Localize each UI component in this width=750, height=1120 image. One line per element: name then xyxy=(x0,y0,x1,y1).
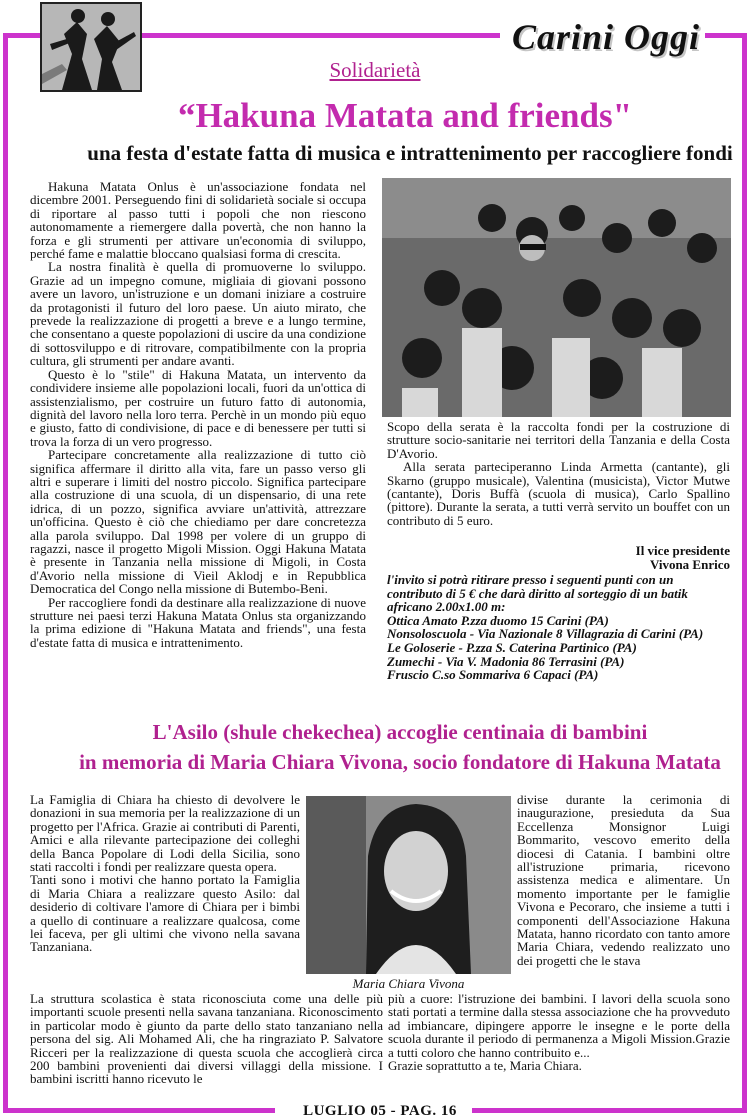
article-paragraph: Questo è lo "stile" di Hakuna Matata, un intervento da condividere insieme alle popolazioni locali, fuori da un'ottica di assistenzialismo, per costruire un futuro fatto di autonomia, dignità del lavoro nella loro terra. Perchè in un mondo più equo e giusto, fatto di condivisione, di pace e di benessere per tutti si trova la forza di un vero progresso. xyxy=(30,366,366,449)
article-paragraph: Per raccogliere fondi da destinare alla realizzazione di nuove strutture nei paesi terzi Hakuna Matata Onlus sta organizzando la prima edizione di "Hakuna Matata and friends", una festa d'estate fatta di musica e intrattenimento. xyxy=(30,594,366,650)
page-footer: LUGLIO 05 - PAG. 16 xyxy=(303,1103,457,1119)
article2-bottom-right xyxy=(388,992,730,1072)
headline2-line2: in memoria di Maria Chiara Vivona, socio fondatore di Hakuna Matata xyxy=(79,750,721,774)
article-paragraph: più a cuore: l'istruzione dei bambini. I lavori della scuola sono stati portati a termine dalla stessa associazione che ha provveduto ad imbiancare, dipingere apporre le insegne e le porte della scuola durante il periodo di permanenza a Migoli Mission.Grazie a tutti coloro che hanno contribuito e... xyxy=(388,991,730,1060)
article2-left-column xyxy=(30,793,300,954)
children-group-photo xyxy=(382,178,731,417)
article2-right-column xyxy=(517,793,730,967)
photo-caption: Maria Chiara Vivona xyxy=(352,976,465,991)
signature xyxy=(560,544,730,572)
article-paragraph: Partecipare concretamente alla realizzazione di tutto ciò significa affermare il diritto alla vita, fare un passo verso gli altri e superare i limiti del nostro piccolo. Significa partecipare alla costruzione di una scuola, di un dispensario, di una rete idrica, di un pozzo, significa avviare un'attività, attrezzare un'officina. Questo è ciò che chiediamo per dare concretezza alla parola sviluppo. Dal 1998 per volere di un gruppo di ragazzi, nasce il progetto Migoli Mission. Oggi Hakuna Matata è presente in Tanzania nella missione di Migoli, in Costa d'Avorio nella missione di Vieil Aklodj e in Repubblica Democratica del Congo nella missione di Butembo-Beni. xyxy=(30,447,366,597)
headline: “Hakuna Matata and friends" xyxy=(177,96,633,135)
invite-point: Zumechi - Via V. Madonia 86 Terrasini (PA) xyxy=(387,653,625,669)
headline2-line1: L'Asilo (shule chekechea) accoglie centinaia di bambini xyxy=(152,720,648,744)
invite-box xyxy=(387,573,730,682)
frame-right-border xyxy=(742,33,747,1113)
article-paragraph: divise durante la cerimonia di inaugurazione, presieduta da Sua Eccellenza Monsignor Luigi Bommarito, vescovo emerito della diocesi di Catania. I bambini oltre all'istruzione primaria, ricevono assistenza medica e alimentare. Un momento importante per le famiglie Vivona e Pecoraro, che insieme a tutti i componenti dell'Associazione Hakuna Matata, hanno ricordato con tanto amore Maria Chiara, vedendo realizzato uno dei progetti che le stava xyxy=(517,792,730,968)
masthead-title: Carini Oggi xyxy=(512,17,701,57)
article-paragraph: La struttura scolastica è stata riconosciuta come una delle più importanti scuole presenti nella savana tanzaniana. Riconoscimento in particolar modo è giunto da parte dello stato tanzaniano nella persona del sig. Ali Mohamed Ali, che ha ringraziato P. Salvatore Ricceri per la realizzazione di questa scuola che accoglierà circa 200 bambini provenienti dai diversi villaggi della missione. I bambini iscritti hanno ricevuto le xyxy=(30,991,383,1087)
article-paragraph: La nostra finalità è quella di promuoverne lo sviluppo. Grazie ad un impegno comune, migliaia di giovani possono avere un lavoro, un'istruzione e un domani iniziare a costruire da protagonisti il futuro del loro paese. Un aiuto mirato, che prevede la realizzazione di progetti a breve e a lungo termine, che consentano a queste popolazioni di uscire da una condizione di sottosviluppo e di ritrovare, compatibilmente con la propria cultura, gli strumenti per andare avanti. xyxy=(30,259,366,369)
subheadline: una festa d'estate fatta di musica e intrattenimento per raccogliere fondi xyxy=(87,141,733,165)
frame-bottom-border-right xyxy=(472,1108,747,1113)
article-paragraph: Tanti sono i motivi che hanno portato la Famiglia di Maria Chiara a realizzare questo Asilo: dal desiderio di coltivare l'amore di Chiara per i bimbi a quello di continuare a realizzare qualcosa, come lei faceva, per gli ultimi che vivono nella savana Tanzaniana. xyxy=(30,872,300,955)
frame-left-border xyxy=(3,33,8,1113)
section-label: Solidarietà xyxy=(329,58,421,82)
invite-point: Le Goloserie - P.zza S. Caterina Partinico (PA) xyxy=(387,639,637,655)
closing-line: Grazie soprattutto a te, Maria Chiara. xyxy=(388,1058,582,1074)
article-paragraph: Hakuna Matata Onlus è un'associazione fondata nel dicembre 2001. Perseguendo fini di solidarietà sociale si occupa di riportare al passo tutti i popoli che non riescono autonomamente a riemergere dalla povertà, che non hanno la forza e gli strumenti per attivare un'economia di sviluppo, perché fame e malattie bloccano qualsiasi forma di crescita. xyxy=(30,179,366,262)
invite-point: Fruscio C.so Sommariva 6 Capaci (PA) xyxy=(387,667,599,683)
invite-intro: l'invito si potrà ritirare presso i seguenti punti con un contributo di 5 € che darà diritto al sorteggio di un batik africano 2.00x1.00 m: xyxy=(387,572,688,615)
article-paragraph: La Famiglia di Chiara ha chiesto di devolvere le donazioni in sua memoria per la realizzazione di un progetto per l'Africa. Grazie ai contributi di Parenti, Amici e alla rilevante partecipazione dei colleghi della Banca Popolare di Lodi della Sicilia, sono stati raccolti i fondi per realizzare questa opera. xyxy=(30,792,300,875)
article1-right-column xyxy=(387,420,730,527)
article-paragraph: Alla serata parteciperanno Linda Armetta (cantante), gli Skarno (gruppo musicale), Valentina (musicista), Victor Mutwe (cantante), Doris Buffà (scuola di musica), Carlo Spallino (pittore). Durante la serata, a tutti verrà servito un bouffet con un contributo di 5 euro. xyxy=(387,459,730,528)
signature-role: Il vice presidente xyxy=(635,543,730,558)
article2-bottom-left xyxy=(30,992,383,1086)
article1-left-column xyxy=(30,180,366,649)
frame-bottom-border-left xyxy=(3,1108,275,1113)
invite-point: Ottica Amato P.zza duomo 15 Carini (PA) xyxy=(387,612,609,628)
signature-name: Vivona Enrico xyxy=(649,557,730,572)
article-paragraph: Scopo della serata è la raccolta fondi per la costruzione di strutture socio-sanitarie nei territori della Tanzania e della Costa D'Avorio. xyxy=(387,419,730,461)
maria-chiara-portrait xyxy=(306,796,511,974)
invite-point: Nonsoloscuola - Via Nazionale 8 Villagrazia di Carini (PA) xyxy=(387,626,704,642)
